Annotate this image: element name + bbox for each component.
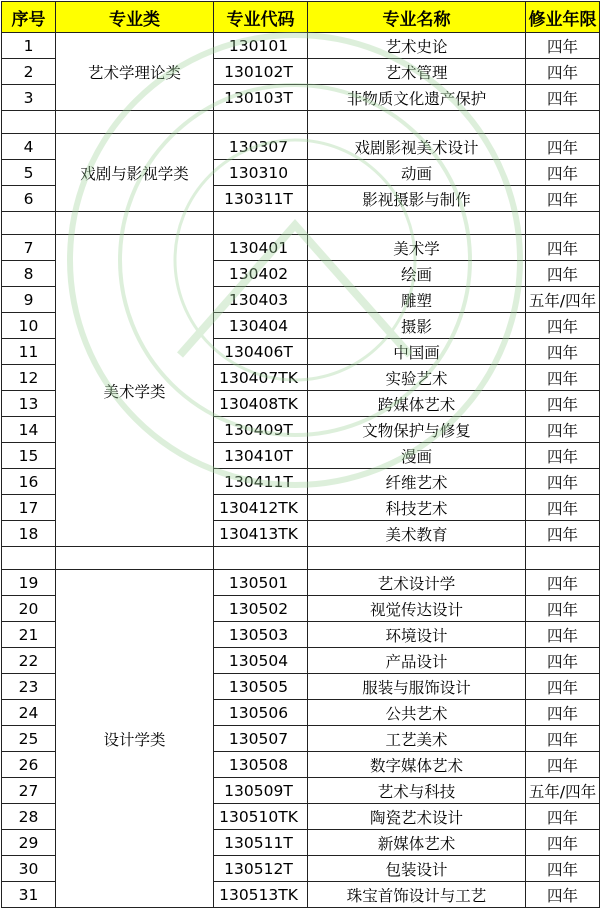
row-name: 美术学: [308, 235, 526, 261]
row-seq: 8: [2, 261, 56, 287]
header-name: 专业名称: [308, 2, 526, 33]
row-code: 130510TK: [214, 804, 308, 830]
row-seq: 20: [2, 596, 56, 622]
header-code: 专业代码: [214, 2, 308, 33]
row-name: 绘画: [308, 261, 526, 287]
row-name: 艺术与科技: [308, 778, 526, 804]
row-name: 新媒体艺术: [308, 830, 526, 856]
table-row: [2, 134, 600, 160]
row-seq: 13: [2, 391, 56, 417]
row-years: 四年: [526, 365, 600, 391]
row-years: 四年: [526, 391, 600, 417]
row-code: 130511T: [214, 830, 308, 856]
spacer-cell: [56, 547, 214, 570]
spacer-cell: [214, 111, 308, 134]
spacer-row: [2, 547, 600, 570]
row-code: 130307: [214, 134, 308, 160]
row-name: 影视摄影与制作: [308, 186, 526, 212]
row-years: 四年: [526, 622, 600, 648]
row-seq: 4: [2, 134, 56, 160]
row-seq: 29: [2, 830, 56, 856]
row-category: 戏剧与影视学类: [56, 134, 214, 212]
row-name: 工艺美术: [308, 726, 526, 752]
spacer-cell: [526, 547, 600, 570]
row-name: 美术教育: [308, 521, 526, 547]
row-name: 艺术管理: [308, 59, 526, 85]
row-code: 130513TK: [214, 882, 308, 908]
row-code: 130508: [214, 752, 308, 778]
table-body: [2, 33, 600, 908]
spacer-cell: [56, 111, 214, 134]
row-years: 四年: [526, 59, 600, 85]
row-seq: 11: [2, 339, 56, 365]
table-row: [2, 33, 600, 59]
row-seq: 16: [2, 469, 56, 495]
row-category: 设计学类: [56, 570, 214, 908]
row-years: 四年: [526, 469, 600, 495]
row-seq: 5: [2, 160, 56, 186]
row-name: 公共艺术: [308, 700, 526, 726]
row-name: 服装与服饰设计: [308, 674, 526, 700]
row-years: 四年: [526, 160, 600, 186]
row-code: 130103T: [214, 85, 308, 111]
row-years: 四年: [526, 648, 600, 674]
row-seq: 1: [2, 33, 56, 59]
row-seq: 30: [2, 856, 56, 882]
row-code: 130412TK: [214, 495, 308, 521]
row-years: 四年: [526, 674, 600, 700]
row-code: 130506: [214, 700, 308, 726]
spacer-cell: [2, 212, 56, 235]
row-code: 130413TK: [214, 521, 308, 547]
row-code: 130402: [214, 261, 308, 287]
row-name: 陶瓷艺术设计: [308, 804, 526, 830]
row-seq: 21: [2, 622, 56, 648]
table-row: [2, 235, 600, 261]
row-name: 数字媒体艺术: [308, 752, 526, 778]
row-code: 130409T: [214, 417, 308, 443]
row-years: 四年: [526, 235, 600, 261]
row-name: 摄影: [308, 313, 526, 339]
row-name: 中国画: [308, 339, 526, 365]
row-seq: 26: [2, 752, 56, 778]
row-code: 130408TK: [214, 391, 308, 417]
row-seq: 31: [2, 882, 56, 908]
row-seq: 19: [2, 570, 56, 596]
row-name: 产品设计: [308, 648, 526, 674]
row-code: 130502: [214, 596, 308, 622]
row-years: 四年: [526, 521, 600, 547]
row-seq: 22: [2, 648, 56, 674]
spacer-row: [2, 111, 600, 134]
spacer-cell: [214, 212, 308, 235]
majors-table: [1, 1, 600, 908]
row-name: 科技艺术: [308, 495, 526, 521]
spacer-cell: [2, 111, 56, 134]
row-name: 视觉传达设计: [308, 596, 526, 622]
row-code: 130407TK: [214, 365, 308, 391]
row-name: 艺术设计学: [308, 570, 526, 596]
row-name: 戏剧影视美术设计: [308, 134, 526, 160]
row-years: 四年: [526, 417, 600, 443]
row-seq: 25: [2, 726, 56, 752]
header-years: 修业年限: [526, 2, 600, 33]
spacer-cell: [308, 111, 526, 134]
row-name: 实验艺术: [308, 365, 526, 391]
row-seq: 6: [2, 186, 56, 212]
row-name: 漫画: [308, 443, 526, 469]
row-years: 四年: [526, 261, 600, 287]
row-name: 跨媒体艺术: [308, 391, 526, 417]
row-years: 五年/四年: [526, 778, 600, 804]
header-row: [2, 2, 600, 33]
row-seq: 12: [2, 365, 56, 391]
row-seq: 18: [2, 521, 56, 547]
row-code: 130501: [214, 570, 308, 596]
row-name: 珠宝首饰设计与工艺: [308, 882, 526, 908]
row-years: 四年: [526, 339, 600, 365]
row-code: 130505: [214, 674, 308, 700]
spacer-cell: [526, 111, 600, 134]
row-years: 四年: [526, 726, 600, 752]
row-name: 文物保护与修复: [308, 417, 526, 443]
row-category: 艺术学理论类: [56, 33, 214, 111]
row-seq: 28: [2, 804, 56, 830]
row-code: 130509T: [214, 778, 308, 804]
row-years: 四年: [526, 570, 600, 596]
table-row: [2, 570, 600, 596]
row-seq: 2: [2, 59, 56, 85]
row-seq: 9: [2, 287, 56, 313]
row-years: 四年: [526, 856, 600, 882]
row-years: 四年: [526, 186, 600, 212]
spacer-row: [2, 212, 600, 235]
spacer-cell: [56, 212, 214, 235]
row-code: 130503: [214, 622, 308, 648]
row-category: 美术学类: [56, 235, 214, 547]
row-years: 四年: [526, 313, 600, 339]
row-name: 雕塑: [308, 287, 526, 313]
row-name: 环境设计: [308, 622, 526, 648]
row-years: 四年: [526, 830, 600, 856]
row-name: 动画: [308, 160, 526, 186]
row-years: 四年: [526, 882, 600, 908]
row-years: 四年: [526, 596, 600, 622]
row-seq: 7: [2, 235, 56, 261]
row-code: 130404: [214, 313, 308, 339]
header-seq: 序号: [2, 2, 56, 33]
row-name: 艺术史论: [308, 33, 526, 59]
row-years: 四年: [526, 85, 600, 111]
row-seq: 17: [2, 495, 56, 521]
row-seq: 23: [2, 674, 56, 700]
row-years: 四年: [526, 33, 600, 59]
row-years: 五年/四年: [526, 287, 600, 313]
row-code: 130403: [214, 287, 308, 313]
row-name: 包装设计: [308, 856, 526, 882]
row-code: 130410T: [214, 443, 308, 469]
header-category: 专业类: [56, 2, 214, 33]
spacer-cell: [526, 212, 600, 235]
row-code: 130101: [214, 33, 308, 59]
row-seq: 3: [2, 85, 56, 111]
spacer-cell: [308, 212, 526, 235]
row-seq: 24: [2, 700, 56, 726]
row-code: 130401: [214, 235, 308, 261]
row-seq: 10: [2, 313, 56, 339]
spacer-cell: [214, 547, 308, 570]
spacer-cell: [2, 547, 56, 570]
row-seq: 15: [2, 443, 56, 469]
spacer-cell: [308, 547, 526, 570]
row-years: 四年: [526, 134, 600, 160]
row-years: 四年: [526, 752, 600, 778]
row-code: 130311T: [214, 186, 308, 212]
row-years: 四年: [526, 443, 600, 469]
row-name: 非物质文化遗产保护: [308, 85, 526, 111]
row-years: 四年: [526, 700, 600, 726]
row-code: 130512T: [214, 856, 308, 882]
row-seq: 27: [2, 778, 56, 804]
row-code: 130406T: [214, 339, 308, 365]
row-code: 130411T: [214, 469, 308, 495]
row-code: 130310: [214, 160, 308, 186]
row-years: 四年: [526, 804, 600, 830]
row-name: 纤维艺术: [308, 469, 526, 495]
row-seq: 14: [2, 417, 56, 443]
row-code: 130504: [214, 648, 308, 674]
row-years: 四年: [526, 495, 600, 521]
row-code: 130507: [214, 726, 308, 752]
row-code: 130102T: [214, 59, 308, 85]
